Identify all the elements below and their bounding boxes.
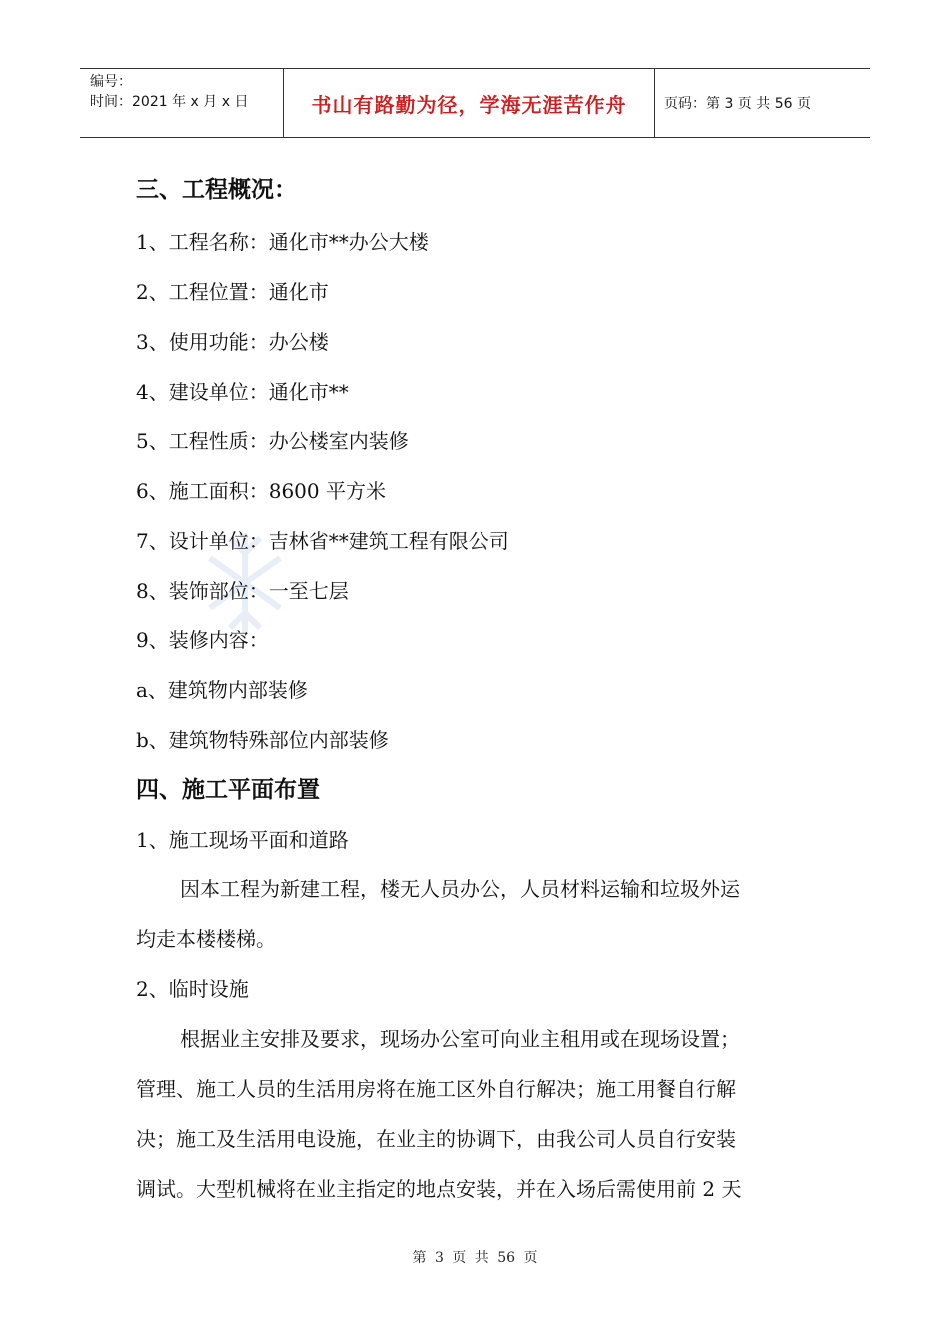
time-label: 时间：2021 年 x 月 x 日 bbox=[90, 94, 249, 110]
item-project-location: 2、工程位置：通化市 bbox=[136, 280, 329, 304]
subsection-1: 1、施工现场平面和道路 bbox=[136, 828, 349, 852]
paragraph-2-line-3: 决；施工及生活用电设施，在业主的协调下，由我公司人员自行安装 bbox=[136, 1127, 736, 1151]
paragraph-2-line-2: 管理、施工人员的生活用房将在施工区外自行解决；施工用餐自行解 bbox=[136, 1077, 736, 1101]
page-header bbox=[80, 68, 870, 138]
header-meta-cell bbox=[80, 69, 284, 137]
header-motto: 书山有路勤为径，学海无涯苦作舟 bbox=[284, 69, 655, 137]
paragraph-2-line-4: 调试。大型机械将在业主指定的地点安装，并在入场后需使用前 2 天 bbox=[136, 1177, 742, 1201]
item-decoration-parts: 8、装饰部位：一至七层 bbox=[136, 579, 349, 603]
paragraph-2-line-1: 根据业主安排及要求，现场办公室可向业主租用或在现场设置； bbox=[180, 1027, 740, 1051]
item-area: 6、施工面积：8600 平方米 bbox=[136, 479, 386, 503]
number-label: 编号： bbox=[90, 74, 132, 90]
item-builder: 4、建设单位：通化市** bbox=[136, 380, 349, 404]
item-project-name: 1、工程名称：通化市**办公大楼 bbox=[136, 230, 429, 254]
item-content-a: a、建筑物内部装修 bbox=[136, 678, 308, 702]
header-page-label: 页码：第 3 页 共 56 页 bbox=[664, 96, 811, 112]
section-title-4: 四、施工平面布置 bbox=[136, 777, 320, 803]
item-content-b: b、建筑物特殊部位内部装修 bbox=[136, 728, 389, 752]
paragraph-1-line-1: 因本工程为新建工程，楼无人员办公，人员材料运输和垃圾外运 bbox=[180, 877, 740, 901]
paragraph-1-line-2: 均走本楼楼梯。 bbox=[136, 927, 276, 951]
page-footer: 第 3 页 共 56 页 bbox=[412, 1250, 538, 1266]
item-function: 3、使用功能：办公楼 bbox=[136, 330, 329, 354]
item-content: 9、装修内容： bbox=[136, 628, 269, 652]
item-designer: 7、设计单位：吉林省**建筑工程有限公司 bbox=[136, 529, 509, 553]
section-title-3: 三、工程概况： bbox=[136, 177, 297, 203]
subsection-2: 2、临时设施 bbox=[136, 977, 249, 1001]
item-nature: 5、工程性质：办公楼室内装修 bbox=[136, 429, 409, 453]
